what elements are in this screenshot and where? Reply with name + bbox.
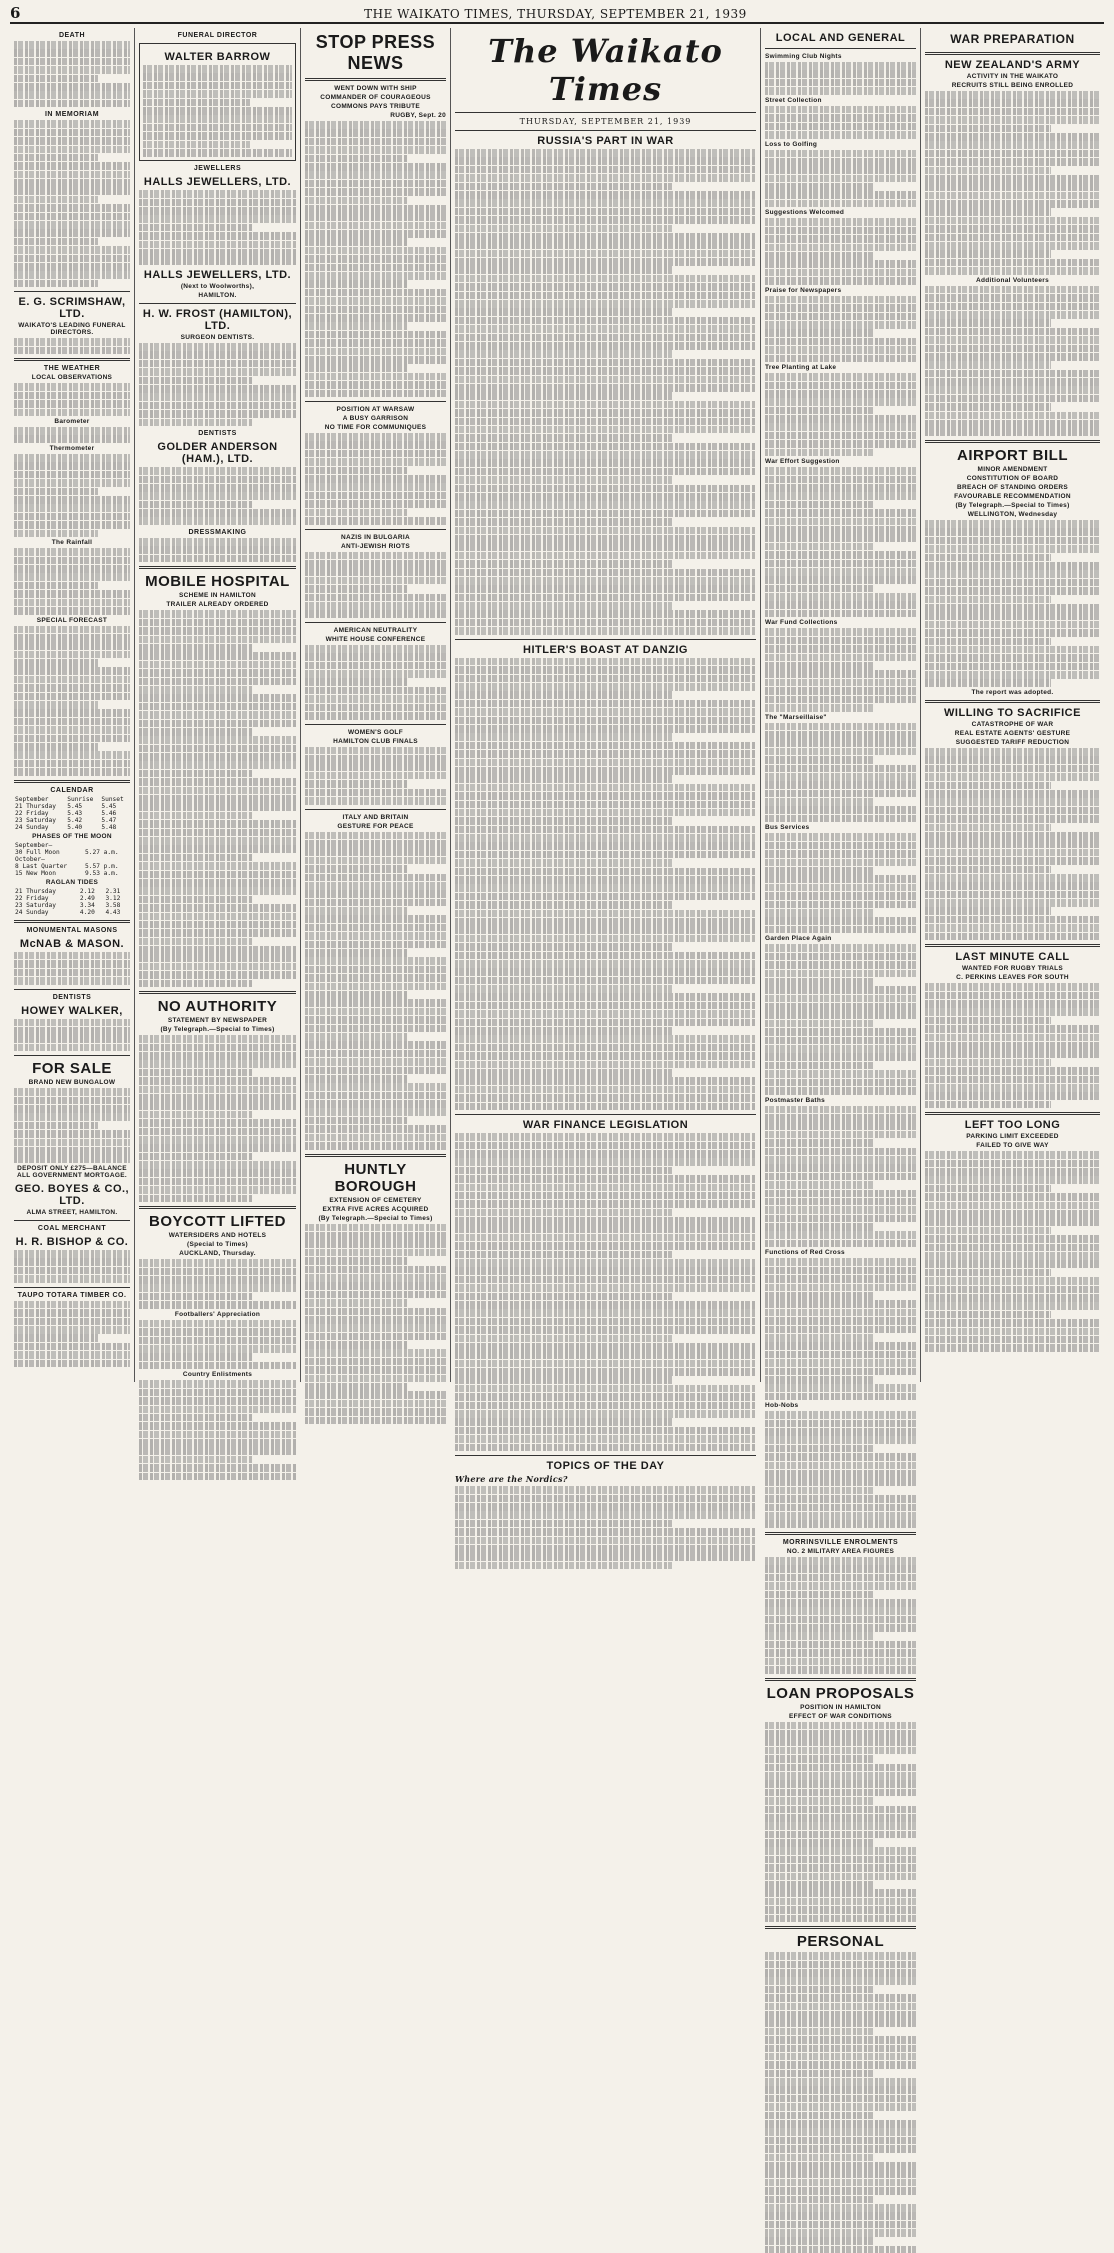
recruits-sub: RECRUITS STILL BEING ENROLLED <box>951 82 1074 89</box>
timber-ad: TAUPO TOTARA TIMBER CO. <box>17 1291 127 1299</box>
column-2 <box>134 28 300 1382</box>
country-heading: Country Enlistments <box>182 1371 253 1379</box>
war-fund-sub: War Fund Collections <box>765 619 838 627</box>
hob-nobs-sub: Hob-Nobs <box>765 1402 799 1410</box>
frost-sub: SURGEON DENTISTS. <box>180 334 255 342</box>
rainfall-label: The Rainfall <box>51 539 93 547</box>
scrimshaw-ad: E. G. SCRIMSHAW, LTD. <box>18 296 126 321</box>
bungalow-heading: BRAND NEW BUNGALOW <box>28 1079 116 1087</box>
parking-sub: PARKING LIMIT EXCEEDED <box>966 1133 1059 1141</box>
war-prep-heading: WAR PREPARATION <box>950 32 1075 46</box>
last-minute-heading: LAST MINUTE CALL <box>955 951 1070 964</box>
gesture-sub: GESTURE FOR PEACE <box>337 822 414 830</box>
table-row: October— <box>15 855 45 863</box>
russia-heading: RUSSIA'S PART IN WAR <box>537 135 674 147</box>
dentists-heading-2: DENTISTS <box>198 430 237 438</box>
weather-heading: THE WEATHER <box>43 365 101 373</box>
frost-ad: H. W. FROST (HAMILTON), LTD. <box>142 308 293 333</box>
red-cross-sub: Functions of Red Cross <box>765 1249 845 1257</box>
golder-ad: GOLDER ANDERSON (HAM.), LTD. <box>157 441 278 466</box>
constitution-sub: CONSTITUTION OF BOARD <box>966 475 1059 483</box>
russia-article <box>455 149 756 635</box>
anti-jewish-sub: ANTI-JEWISH RIOTS <box>340 542 411 550</box>
wanted-sub: WANTED FOR RUGBY TRIALS <box>961 965 1064 973</box>
death-heading: DEATH <box>58 32 86 39</box>
topics-heading: TOPICS OF THE DAY <box>546 1460 665 1473</box>
barometer-label: Barometer <box>54 418 90 426</box>
column-6 <box>920 28 1104 1382</box>
masthead-title: THE WAIKATO TIMES, THURSDAY, SEPTEMBER 21, 1939 <box>364 7 747 21</box>
editorial-date: THURSDAY, SEPTEMBER 21, 1939 <box>519 117 692 126</box>
page-number: 6 <box>10 4 21 22</box>
wellington-dateline: WELLINGTON, Wednesday <box>967 511 1058 519</box>
trailer-sub: TRAILER ALREADY ORDERED <box>166 601 269 609</box>
additional-sub: Additional Volunteers <box>976 276 1049 284</box>
column-5 <box>760 28 920 1951</box>
topics-article <box>455 1486 756 1569</box>
halls-ad-1: HALLS JEWELLERS, LTD. <box>143 176 292 189</box>
newspaper-logo: The Waikato Times <box>488 32 723 108</box>
walter-barrow-ad <box>139 43 296 161</box>
table-row: 30 Full Moon 5.27 a.m. <box>15 848 119 856</box>
moon-heading: PHASES OF THE MOON <box>32 832 112 840</box>
thermometer-label: Thermometer <box>49 445 95 453</box>
in-memoriam-heading: IN MEMORIAM <box>44 111 100 119</box>
table-row: 23 Saturday 5.42 5.47 <box>15 816 117 824</box>
bus-sub: Bus Services <box>765 824 810 832</box>
catastrophe-sub: CATASTROPHE OF WAR <box>971 721 1054 729</box>
watersiders-sub: WATERSIDERS AND HOTELS <box>168 1232 267 1240</box>
jewellers-heading: JEWELLERS <box>193 165 242 173</box>
table-row: 21 Thursday 5.45 5.45 <box>15 802 117 810</box>
italy-sub: ITALY AND BRITAIN <box>342 813 409 821</box>
table-row: 8 Last Quarter 5.57 p.m. <box>15 862 119 870</box>
boyes-address: ALMA STREET, HAMILTON. <box>26 1209 118 1216</box>
hitler-article <box>455 658 756 1110</box>
table-row: September— <box>15 841 53 849</box>
local-general-heading: LOCAL AND GENERAL <box>775 32 906 44</box>
deposit-line: DEPOSIT ONLY £275—BALANCE ALL GOVERNMENT MORTGAGE. <box>17 1165 127 1179</box>
telegraph-line-3: (By Telegraph.—Special to Times) <box>318 1214 433 1222</box>
nordics-subheading: Where are the Nordics? <box>455 1474 568 1485</box>
newspaper-page <box>10 4 1104 1951</box>
club-finals-sub: HAMILTON CLUB FINALS <box>333 737 418 745</box>
loan-heading: LOAN PROPOSALS <box>766 1684 915 1702</box>
boycott-heading: BOYCOTT LIFTED <box>149 1213 286 1231</box>
personal-heading: PERSONAL <box>796 1933 885 1951</box>
hitler-heading: HITLER'S BOAST AT DANZIG <box>523 643 688 656</box>
extension-sub: EXTENSION OF CEMETERY <box>329 1196 422 1204</box>
column-4-editorial <box>450 28 760 1485</box>
for-sale-heading: FOR SALE <box>32 1060 112 1078</box>
garden-sub: Garden Place Again <box>765 935 832 943</box>
table-row: 21 Thursday 2.12 2.31 <box>15 887 121 895</box>
dentists-heading: DENTISTS <box>52 993 92 1001</box>
rugby-dateline: RUGBY, Sept. 20 <box>390 112 446 119</box>
statement-sub: STATEMENT BY NEWSPAPER <box>167 1017 268 1025</box>
finance-heading: WAR FINANCE LEGISLATION <box>522 1119 689 1132</box>
no-authority-heading: NO AUTHORITY <box>157 998 278 1016</box>
military-area-sub: NO. 2 MILITARY AREA FIGURES <box>786 1547 895 1555</box>
swimming-sub: Swimming Club Nights <box>765 53 842 60</box>
huntly-heading: HUNTLY BOROUGH <box>334 1160 417 1195</box>
moon-table <box>14 842 130 877</box>
garrison-sub: A BUSY GARRISON <box>342 415 409 423</box>
table-row: 24 Sunday 4.20 4.43 <box>15 908 121 916</box>
table-row: 22 Friday 2.49 3.12 <box>15 894 121 902</box>
tides-table <box>14 888 130 916</box>
woolworths-line: (Next to Woolworths), <box>180 283 255 291</box>
calendar-table: September Sunrise Sunset 21 Thursday 5.45 5.45 22 Friday 5.43 5.46 23 Saturday 5.42 5.47 24 Sunday 5.40 5.48 <box>14 796 130 831</box>
acres-sub: EXTRA FIVE ACRES ACQUIRED <box>322 1205 429 1213</box>
stop-press-heading: STOP PRESS NEWS <box>315 32 436 73</box>
boyes-ad: GEO. BOYES & CO., LTD. <box>14 1183 130 1207</box>
auckland-line: AUCKLAND, Thursday. <box>179 1250 256 1258</box>
golfing-sub: Loss to Golfing <box>765 140 818 148</box>
hamilton-line: HAMILTON. <box>198 292 237 300</box>
activity-sub: ACTIVITY IN THE WAIKATO <box>966 73 1059 80</box>
in-memoriam-text <box>14 120 130 287</box>
no-time-sub: NO TIME FOR COMMUNIQUES <box>324 424 427 432</box>
marseillaise-sub: The "Marseillaise" <box>765 713 827 721</box>
commander-sub: COMMANDER OF COURAGEOUS <box>320 94 431 101</box>
favourable-sub: FAVOURABLE RECOMMENDATION <box>954 493 1071 501</box>
table-row: 15 New Moon 9.53 a.m. <box>15 869 119 877</box>
left-too-long-heading: LEFT TOO LONG <box>964 1119 1061 1132</box>
perkins-sub: C. PERKINS LEAVES FOR SOUTH <box>956 974 1069 982</box>
tariff-sub: SUGGESTED TARIFF REDUCTION <box>955 739 1070 747</box>
loan-effect-sub: EFFECT OF WAR CONDITIONS <box>789 1712 892 1720</box>
howey-walker-ad: HOWEY WALKER, <box>21 1004 123 1017</box>
bishop-ad: H. R. BISHOP & CO. <box>15 1236 129 1248</box>
praise-sub: Praise for Newspapers <box>765 286 842 294</box>
suggestions-sub: Suggestions Welcomed <box>765 209 845 217</box>
table-row: 22 Friday 5.43 5.46 <box>15 809 117 817</box>
telegraph-line: (By Telegraph.—Special to Times) <box>160 1026 275 1034</box>
column-3 <box>300 28 450 1382</box>
breach-sub: BREACH OF STANDING ORDERS <box>956 484 1069 492</box>
monumental-heading: MONUMENTAL MASONS <box>26 926 118 934</box>
minor-sub: MINOR AMENDMENT <box>977 466 1048 474</box>
real-estate-sub: REAL ESTATE AGENTS' GESTURE <box>954 730 1071 738</box>
telegraph-line-6: (By Telegraph.—Special to Times) <box>955 502 1070 510</box>
special-forecast-label: SPECIAL FORECAST <box>36 616 108 624</box>
special-line: (Special to Times) <box>187 1241 248 1249</box>
adopted-line: The report was adopted. <box>971 689 1054 697</box>
postmaster-sub: Postmaster Baths <box>765 1096 826 1104</box>
tides-heading: RAGLAN TIDES <box>45 878 99 886</box>
walter-barrow-name: WALTER BARROW <box>164 51 271 63</box>
finance-article <box>455 1133 756 1451</box>
willing-heading: WILLING TO SACRIFICE <box>944 707 1081 720</box>
dressmaking-heading: DRESSMAKING <box>188 529 247 537</box>
street-sub: Street Collection <box>765 96 822 104</box>
table-row: 24 Sunday 5.40 5.48 <box>15 823 117 831</box>
death-text <box>14 41 130 107</box>
mobile-hospital-sub: SCHEME IN HAMILTON <box>178 592 257 600</box>
army-heading: NEW ZEALAND'S ARMY <box>944 59 1081 71</box>
warsaw-sub: POSITION AT WARSAW <box>336 406 415 414</box>
airport-heading: AIRPORT BILL <box>957 447 1068 465</box>
nazis-sub: NAZIS IN BULGARIA <box>340 533 410 541</box>
failed-sub: FAILED TO GIVE WAY <box>976 1142 1049 1150</box>
mobile-hospital-heading: MOBILE HOSPITAL <box>145 573 290 591</box>
footballers-heading: Footballers' Appreciation <box>174 1310 261 1318</box>
commons-sub: COMMONS PAYS TRIBUTE <box>330 103 421 110</box>
coal-heading: COAL MERCHANT <box>37 1225 107 1232</box>
column-1 <box>10 28 134 1382</box>
went-down-sub: WENT DOWN WITH SHIP <box>334 85 417 92</box>
tree-sub: Tree Planting at Lake <box>765 364 837 372</box>
funeral-heading: FUNERAL DIRECTOR <box>177 32 258 39</box>
womens-golf-sub: WOMEN'S GOLF <box>348 728 403 736</box>
war-effort-sub: War Effort Suggestion <box>765 458 840 466</box>
masthead <box>10 4 1104 24</box>
scrimshaw-line: WAIKATO'S LEADING FUNERAL DIRECTORS. <box>18 322 126 337</box>
weather-sub: LOCAL OBSERVATIONS <box>31 374 113 382</box>
halls-ad-2: HALLS JEWELLERS, LTD. <box>143 269 292 282</box>
white-house-sub: WHITE HOUSE CONFERENCE <box>325 635 426 643</box>
american-sub: AMERICAN NEUTRALITY <box>333 626 418 634</box>
calendar-heading: CALENDAR <box>50 786 94 794</box>
morrinsville-heading: MORRINSVILLE ENROLMENTS <box>782 1538 899 1546</box>
table-row: 23 Saturday 3.34 3.58 <box>15 901 121 909</box>
masons-ad: McNAB & MASON. <box>19 937 125 950</box>
loan-position-sub: POSITION IN HAMILTON <box>800 1703 881 1711</box>
